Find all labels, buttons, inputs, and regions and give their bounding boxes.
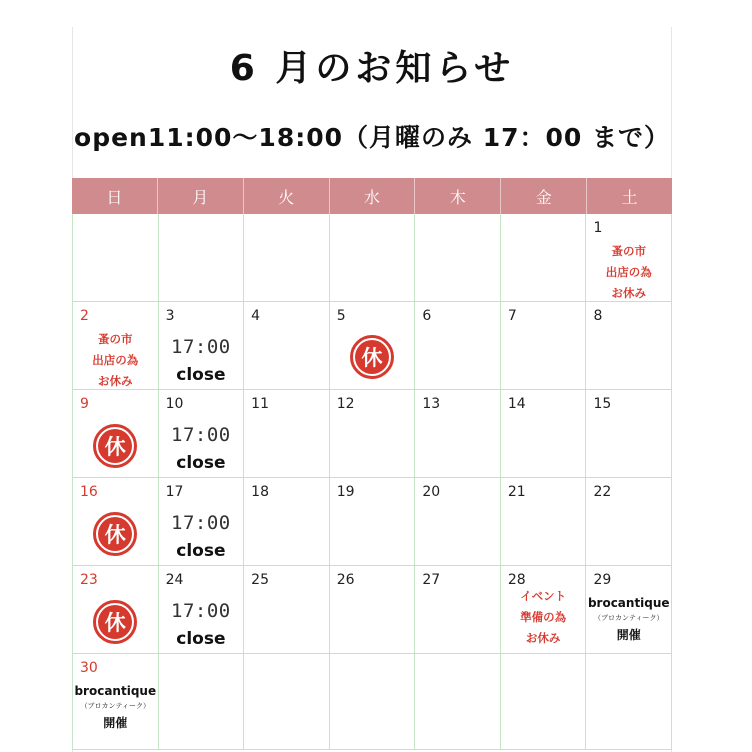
day-number: 9 xyxy=(80,396,89,412)
day-number: 14 xyxy=(507,396,526,412)
week-row xyxy=(72,566,672,654)
day-number: 30 xyxy=(80,660,98,676)
day-cell-22 xyxy=(586,478,672,566)
event-name: brocantique xyxy=(587,596,670,610)
weekday-mon: 月 xyxy=(158,178,244,214)
week-row xyxy=(72,390,672,478)
close-label: close xyxy=(176,365,226,385)
day-cell-empty xyxy=(415,214,501,302)
note-line: イベント xyxy=(520,589,567,603)
day-number: 4 xyxy=(251,308,261,324)
day-cell-26 xyxy=(330,566,416,654)
day-cell-20 xyxy=(415,478,501,566)
day-cell-empty xyxy=(501,214,587,302)
day-cell-25 xyxy=(244,566,330,654)
day-cell-empty xyxy=(159,214,245,302)
day-number: 13 xyxy=(422,396,441,412)
weekday-sun: 日 xyxy=(72,178,158,214)
day-number: 22 xyxy=(593,484,612,500)
short-hours xyxy=(159,390,244,473)
day-number: 28 xyxy=(507,572,526,588)
closed-glyph: 休 xyxy=(98,429,132,463)
closing-time: 17:00 xyxy=(171,512,231,534)
closing-time: 17:00 xyxy=(171,336,231,358)
closed-day-icon xyxy=(93,512,137,556)
closed-day-icon xyxy=(93,600,137,644)
day-number: 29 xyxy=(593,572,612,588)
day-number: 19 xyxy=(336,484,355,500)
day-number: 2 xyxy=(80,308,89,324)
week-row xyxy=(72,302,672,390)
day-cell-9 xyxy=(72,390,159,478)
day-number: 6 xyxy=(422,308,432,324)
closed-glyph: 休 xyxy=(98,517,132,551)
weekday-tue: 火 xyxy=(244,178,330,214)
day-cell-7 xyxy=(501,302,587,390)
day-cell-27 xyxy=(415,566,501,654)
note-line: 出店の為 xyxy=(605,265,652,279)
note-line: 蚤の市 xyxy=(98,332,133,346)
weekday-header xyxy=(72,178,672,214)
event-reading: （ブロカンティーク） xyxy=(594,614,664,622)
event-held: 開催 xyxy=(616,628,641,642)
day-number: 5 xyxy=(336,308,346,324)
close-label: close xyxy=(176,453,226,473)
closing-time: 17:00 xyxy=(171,424,231,446)
note-line: お休み xyxy=(525,631,561,645)
day-cell-13 xyxy=(415,390,501,478)
day-number: 24 xyxy=(165,572,184,588)
close-label: close xyxy=(176,629,226,649)
closing-time: 17:00 xyxy=(171,600,231,622)
closed-glyph: 休 xyxy=(98,605,132,639)
day-cell-10 xyxy=(159,390,245,478)
note-line: 蚤の市 xyxy=(611,244,646,258)
day-number: 26 xyxy=(336,572,355,588)
opening-hours: open11:00〜18:00（月曜のみ 17：00 まで） xyxy=(74,123,670,152)
day-cell-empty xyxy=(72,214,159,302)
closed-note xyxy=(586,241,671,304)
day-cell-11 xyxy=(244,390,330,478)
short-hours xyxy=(159,478,244,561)
day-cell-24 xyxy=(159,566,245,654)
day-number: 16 xyxy=(80,484,98,500)
note-line: お休み xyxy=(611,286,646,300)
day-cell-empty xyxy=(415,654,501,750)
closed-note xyxy=(73,329,158,392)
week-row xyxy=(72,654,672,750)
day-cell-12 xyxy=(330,390,416,478)
day-cell-empty xyxy=(244,654,330,750)
day-number: 7 xyxy=(507,308,517,324)
day-cell-23 xyxy=(72,566,159,654)
short-hours xyxy=(159,566,244,649)
event-held: 開催 xyxy=(103,716,128,730)
day-cell-28 xyxy=(501,566,587,654)
day-number: 27 xyxy=(422,572,441,588)
day-cell-2 xyxy=(72,302,159,390)
day-number: 25 xyxy=(251,572,269,588)
day-cell-5 xyxy=(330,302,416,390)
day-number: 21 xyxy=(507,484,526,500)
close-label: close xyxy=(176,541,226,561)
day-cell-30 xyxy=(72,654,159,750)
day-cell-8 xyxy=(586,302,672,390)
day-cell-1 xyxy=(586,214,672,302)
day-number: 1 xyxy=(593,220,603,236)
day-cell-15 xyxy=(586,390,672,478)
event-name: brocantique xyxy=(74,684,157,698)
week-row xyxy=(72,214,672,302)
event-note xyxy=(73,684,158,731)
day-number: 17 xyxy=(165,484,184,500)
day-cell-4 xyxy=(244,302,330,390)
day-cell-29 xyxy=(586,566,672,654)
short-hours xyxy=(159,302,244,385)
note-line: 準備の為 xyxy=(520,610,567,624)
week-row xyxy=(72,478,672,566)
day-cell-empty xyxy=(330,654,416,750)
day-cell-18 xyxy=(244,478,330,566)
note-line: 出店の為 xyxy=(92,353,139,367)
day-cell-empty xyxy=(586,654,672,750)
weekday-fri: 金 xyxy=(501,178,587,214)
day-cell-17 xyxy=(159,478,245,566)
day-cell-6 xyxy=(415,302,501,390)
day-cell-empty xyxy=(330,214,416,302)
day-cell-empty xyxy=(159,654,245,750)
weekday-thu: 木 xyxy=(415,178,501,214)
event-reading: （ブロカンティーク） xyxy=(80,702,151,710)
weekday-wed: 水 xyxy=(330,178,416,214)
day-cell-3 xyxy=(159,302,245,390)
day-number: 23 xyxy=(80,572,98,588)
day-cell-empty xyxy=(501,654,587,750)
day-number: 15 xyxy=(593,396,612,412)
closed-day-icon xyxy=(350,335,394,379)
day-number: 20 xyxy=(422,484,441,500)
calendar-grid xyxy=(72,178,672,750)
closed-note xyxy=(501,586,586,649)
day-cell-16 xyxy=(72,478,159,566)
day-number: 11 xyxy=(251,396,269,412)
weekday-sat: 土 xyxy=(621,187,638,207)
day-cell-19 xyxy=(330,478,416,566)
closed-day-icon xyxy=(93,424,137,468)
day-cell-14 xyxy=(501,390,587,478)
day-number: 8 xyxy=(593,308,603,324)
day-number: 3 xyxy=(165,308,175,324)
note-line: お休み xyxy=(98,374,133,388)
page-title: 6 月のお知らせ xyxy=(229,48,515,89)
day-number: 10 xyxy=(165,396,184,412)
day-number: 18 xyxy=(251,484,269,500)
day-cell-21 xyxy=(501,478,587,566)
day-cell-empty xyxy=(244,214,330,302)
day-number: 12 xyxy=(336,396,355,412)
closed-glyph: 休 xyxy=(355,340,389,374)
event-note xyxy=(586,596,671,643)
